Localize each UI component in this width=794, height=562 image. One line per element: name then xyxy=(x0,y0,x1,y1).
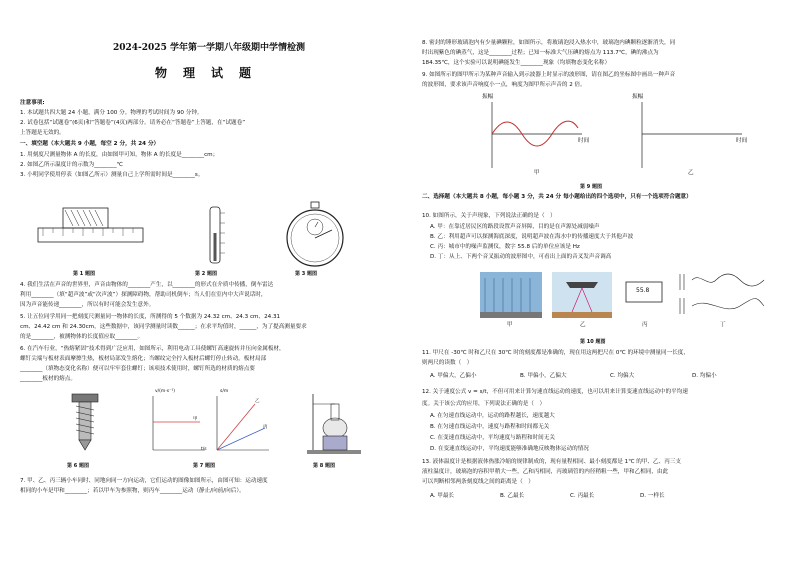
question-12: 度。关于该公式的应用，下列说法正确的是（ ） xyxy=(422,401,546,407)
question-9: 9. 如图所示的图甲所示为某种声音输入到示波器上时显示的波形图，请在图乙的坐标图中画出一种声音 xyxy=(422,72,676,78)
question-6: 螺钉尖端与板材表面摩擦生热，板材局部发生熔化；当螺纹完全拧入板材后螺钉停止转动，板材局部 xyxy=(20,356,267,362)
waveform-figure xyxy=(482,94,762,179)
option-item: D. 一样长 xyxy=(640,493,665,499)
question-5: 5. 让五位同学用同一把刻度尺测量同一物体的长度，所测得的 5 个数据为 24.32 cm、24.3 cm、24.31 xyxy=(20,314,281,320)
wave-axis-label: 振幅 xyxy=(632,94,644,100)
option-item: D. 丁：从上、下两个音叉振动的波形图中，可看出上面的音叉发声音调高 xyxy=(430,254,612,260)
figure-caption: 第 3 题图 xyxy=(295,271,317,277)
wave-axis-label: 时间 xyxy=(578,138,590,144)
left-column xyxy=(5,0,390,562)
question-11: 则两尺的读数（ ） xyxy=(422,360,473,366)
notice-item: 2. 试卷包括“试题卷”(6页)和“答题卷”(4页)两部分。请务必在“答题卷”上答题，在“试题卷” xyxy=(20,120,246,126)
question-8: 184.35℃，这个实验可以说明碘能发生________现象（均填物态变化名称） xyxy=(422,60,611,66)
option-item: D. 均偏小 xyxy=(692,373,717,379)
question-4: 因为声音能传递________，所以有时可能会发生意外。 xyxy=(20,302,155,308)
question-12: 12. 关于速度公式 v = s/t，不但可用来计算匀速直线运动的速度，也可以用来计算变速直线运动中的平均速 xyxy=(422,389,688,395)
wave-graph-label: 乙 xyxy=(688,170,694,176)
question-8: 时出现紫色的碘蒸气，这是________过程；已知一标准大气压碘的熔点为 113.7℃，碘的沸点为 xyxy=(422,50,659,56)
ruler-figure xyxy=(33,200,148,260)
stopwatch-figure xyxy=(280,200,350,268)
notice-item: 上答题是无效的。 xyxy=(20,130,65,136)
screw-figure xyxy=(60,392,110,452)
question-7: 7. 甲、乙、丙三辆小车同时、同地向同一方向运动，它们运动的图像如图所示，由图可知：运动速度 xyxy=(20,478,268,484)
option-item: A. 甲偏大，乙偏小 xyxy=(430,373,477,379)
right-column xyxy=(402,0,787,562)
graph-series-label: 丙 xyxy=(263,425,268,430)
sound-phenomena-figure xyxy=(480,268,770,330)
figure-caption: 第 10 题图 xyxy=(580,339,606,345)
option-item: C. 均偏大 xyxy=(610,373,635,379)
question-1: 1. 用刻度尺测量物体 A 的长度，由如图甲可知，物体 A 的长度是________cm； xyxy=(20,152,219,158)
wave-axis-label: 时间 xyxy=(736,138,748,144)
fig10-label: 丁 xyxy=(720,322,726,328)
option-item: C. 丙：城市中的噪声监测仪，数字 55.8 后的单位应该是 Hz xyxy=(430,244,580,250)
figure-caption: 第 1 题图 xyxy=(73,271,95,277)
fig10-label: 丙 xyxy=(642,322,648,328)
option-item: B. 乙最长 xyxy=(500,493,525,499)
question-5: 的是________，被测物体的长度值应取________。 xyxy=(20,334,144,340)
option-item: C. 丙最长 xyxy=(570,493,595,499)
fig10-label: 乙 xyxy=(580,322,586,328)
option-item: B. 在匀速直线运动中，速度与路程和时间都无关 xyxy=(430,424,550,430)
question-13: 液柱温度计，玻璃泡的容积甲稍大一些，乙和丙相同，丙玻璃管的内径稍粗一些，甲和乙相同，由此 xyxy=(422,469,669,475)
question-4: 4. 我们生活在声音的世界里，声音由物体的________产生，以________的形式在介质中传播，倒车雷达 xyxy=(20,282,274,288)
question-6: ________（填物态变化名称）便可以牢牢套住螺钉；该项技术使用时，螺钉所选的材质的熔点要 xyxy=(20,366,255,372)
option-item: C. 在变速直线运动中，平均速度与路程和时间无关 xyxy=(430,435,555,441)
wave-graph-label: 甲 xyxy=(534,170,540,176)
question-3: 3. 小明同学使用停表（如图乙所示）测量自己上学所需时间是________s。 xyxy=(20,172,204,178)
option-item: A. 甲：在靠近居民区的路段设置声音屏障，目的是在声源处减弱噪声 xyxy=(430,224,600,230)
graph-axis-label: v/(m·s⁻¹) xyxy=(155,389,176,394)
section-heading: 一、填空题（本大题共 9 小题，每空 2 分，共 24 分） xyxy=(20,141,160,147)
figure-caption: 第 8 题图 xyxy=(313,463,335,469)
question-5: cm、24.42 cm 和 24.30cm，这些数据中，该同学测量时读数______；在求平均值时，______，为了提高测量要求 xyxy=(20,324,307,330)
iodine-apparatus-figure xyxy=(305,390,365,458)
question-13: 13. 液体温度计是根据液体热胀冷缩的规律制成的，现有量程相同、最小刻度都是 1℃ 的甲、乙、丙三支 xyxy=(422,459,682,465)
graph-axis-label: t/s xyxy=(201,447,207,452)
question-9: 的波形图，要求该声音响度小一点，响度为图甲所示声音的 2 倍。 xyxy=(422,82,586,88)
figure-caption: 第 7 题图 xyxy=(193,463,215,469)
notice-item: 1. 本试题共四大题 24 小题，满分 100 分。物理的考试时间为 90 分钟。 xyxy=(20,110,203,116)
question-4: 利用________（填“超声波”或“次声波”）探测障碍物，帮助司机倒车；当人们在室内中大声说话时， xyxy=(20,292,267,298)
option-item: D. 在变速直线运动中，平均速度能够准确地反映物体运动的情况 xyxy=(430,446,589,452)
question-11: 11. 甲尺在 -30℃ 时和乙尺在 30℃ 时的刻度都是准确的，现在用这两把尺在 0℃ 的环境中测量同一长度， xyxy=(422,350,689,356)
question-13: 可以判断相邻两条刻度线之间的距离是（ ） xyxy=(422,479,534,485)
question-10: 10. 如图所示，关于声现象，下列说法正确的是（ ） xyxy=(422,213,556,219)
question-6: ________板材的熔点。 xyxy=(20,376,76,382)
graph-series-label: 乙 xyxy=(255,399,260,404)
graph-series-label: 甲 xyxy=(193,417,198,422)
option-item: B. 甲偏小，乙偏大 xyxy=(520,373,567,379)
question-7: 相同的小车是甲和________；若以甲车为参照物，则丙车________运动（静止/向前/向后）。 xyxy=(20,488,245,494)
question-2: 2. 如图乙所示温度计的示数为________℃ xyxy=(20,162,123,168)
figure-caption: 第 2 题图 xyxy=(195,271,217,277)
option-item: A. 甲最长 xyxy=(430,493,455,499)
fig10-label: 甲 xyxy=(507,322,513,328)
wave-axis-label: 振幅 xyxy=(482,94,494,100)
exam-subtitle: 物 理 试 题 xyxy=(155,66,254,80)
question-6: 6. 在汽车行业，“热熔紧固”技术得到广泛应用，如图所示，利用电动工具使螺钉高速旋转并压向金属板材， xyxy=(20,346,285,352)
figure-caption: 第 6 题图 xyxy=(67,463,89,469)
option-item: B. 乙：利用超声可以探测海底深度，说明超声波在海水中的传播速度大于其他声波 xyxy=(430,234,634,240)
thermometer-figure xyxy=(200,205,230,267)
noise-display-value: 55.8 xyxy=(636,287,650,294)
section-heading: 二、选择题（本大题共 8 小题，每小题 3 分，共 24 分 每小题给出的四个选项中，只有一个选项符合题意） xyxy=(422,194,692,200)
option-item: A. 在匀速直线运动中，运动的路程越长，速度越大 xyxy=(430,413,555,419)
notice-heading: 注意事项: xyxy=(20,100,45,106)
graph-axis-label: s/m xyxy=(220,389,229,394)
figure-caption: 第 9 题图 xyxy=(580,184,602,190)
exam-title: 2024-2025 学年第一学期八年级期中学情检测 xyxy=(113,43,305,53)
question-8: 8. 密封的锤形玻璃泡内有少量碘颗粒，如图所示，将玻璃泡浸入热水中，玻璃泡内碘颗粒逐渐消失，同 xyxy=(422,40,676,46)
